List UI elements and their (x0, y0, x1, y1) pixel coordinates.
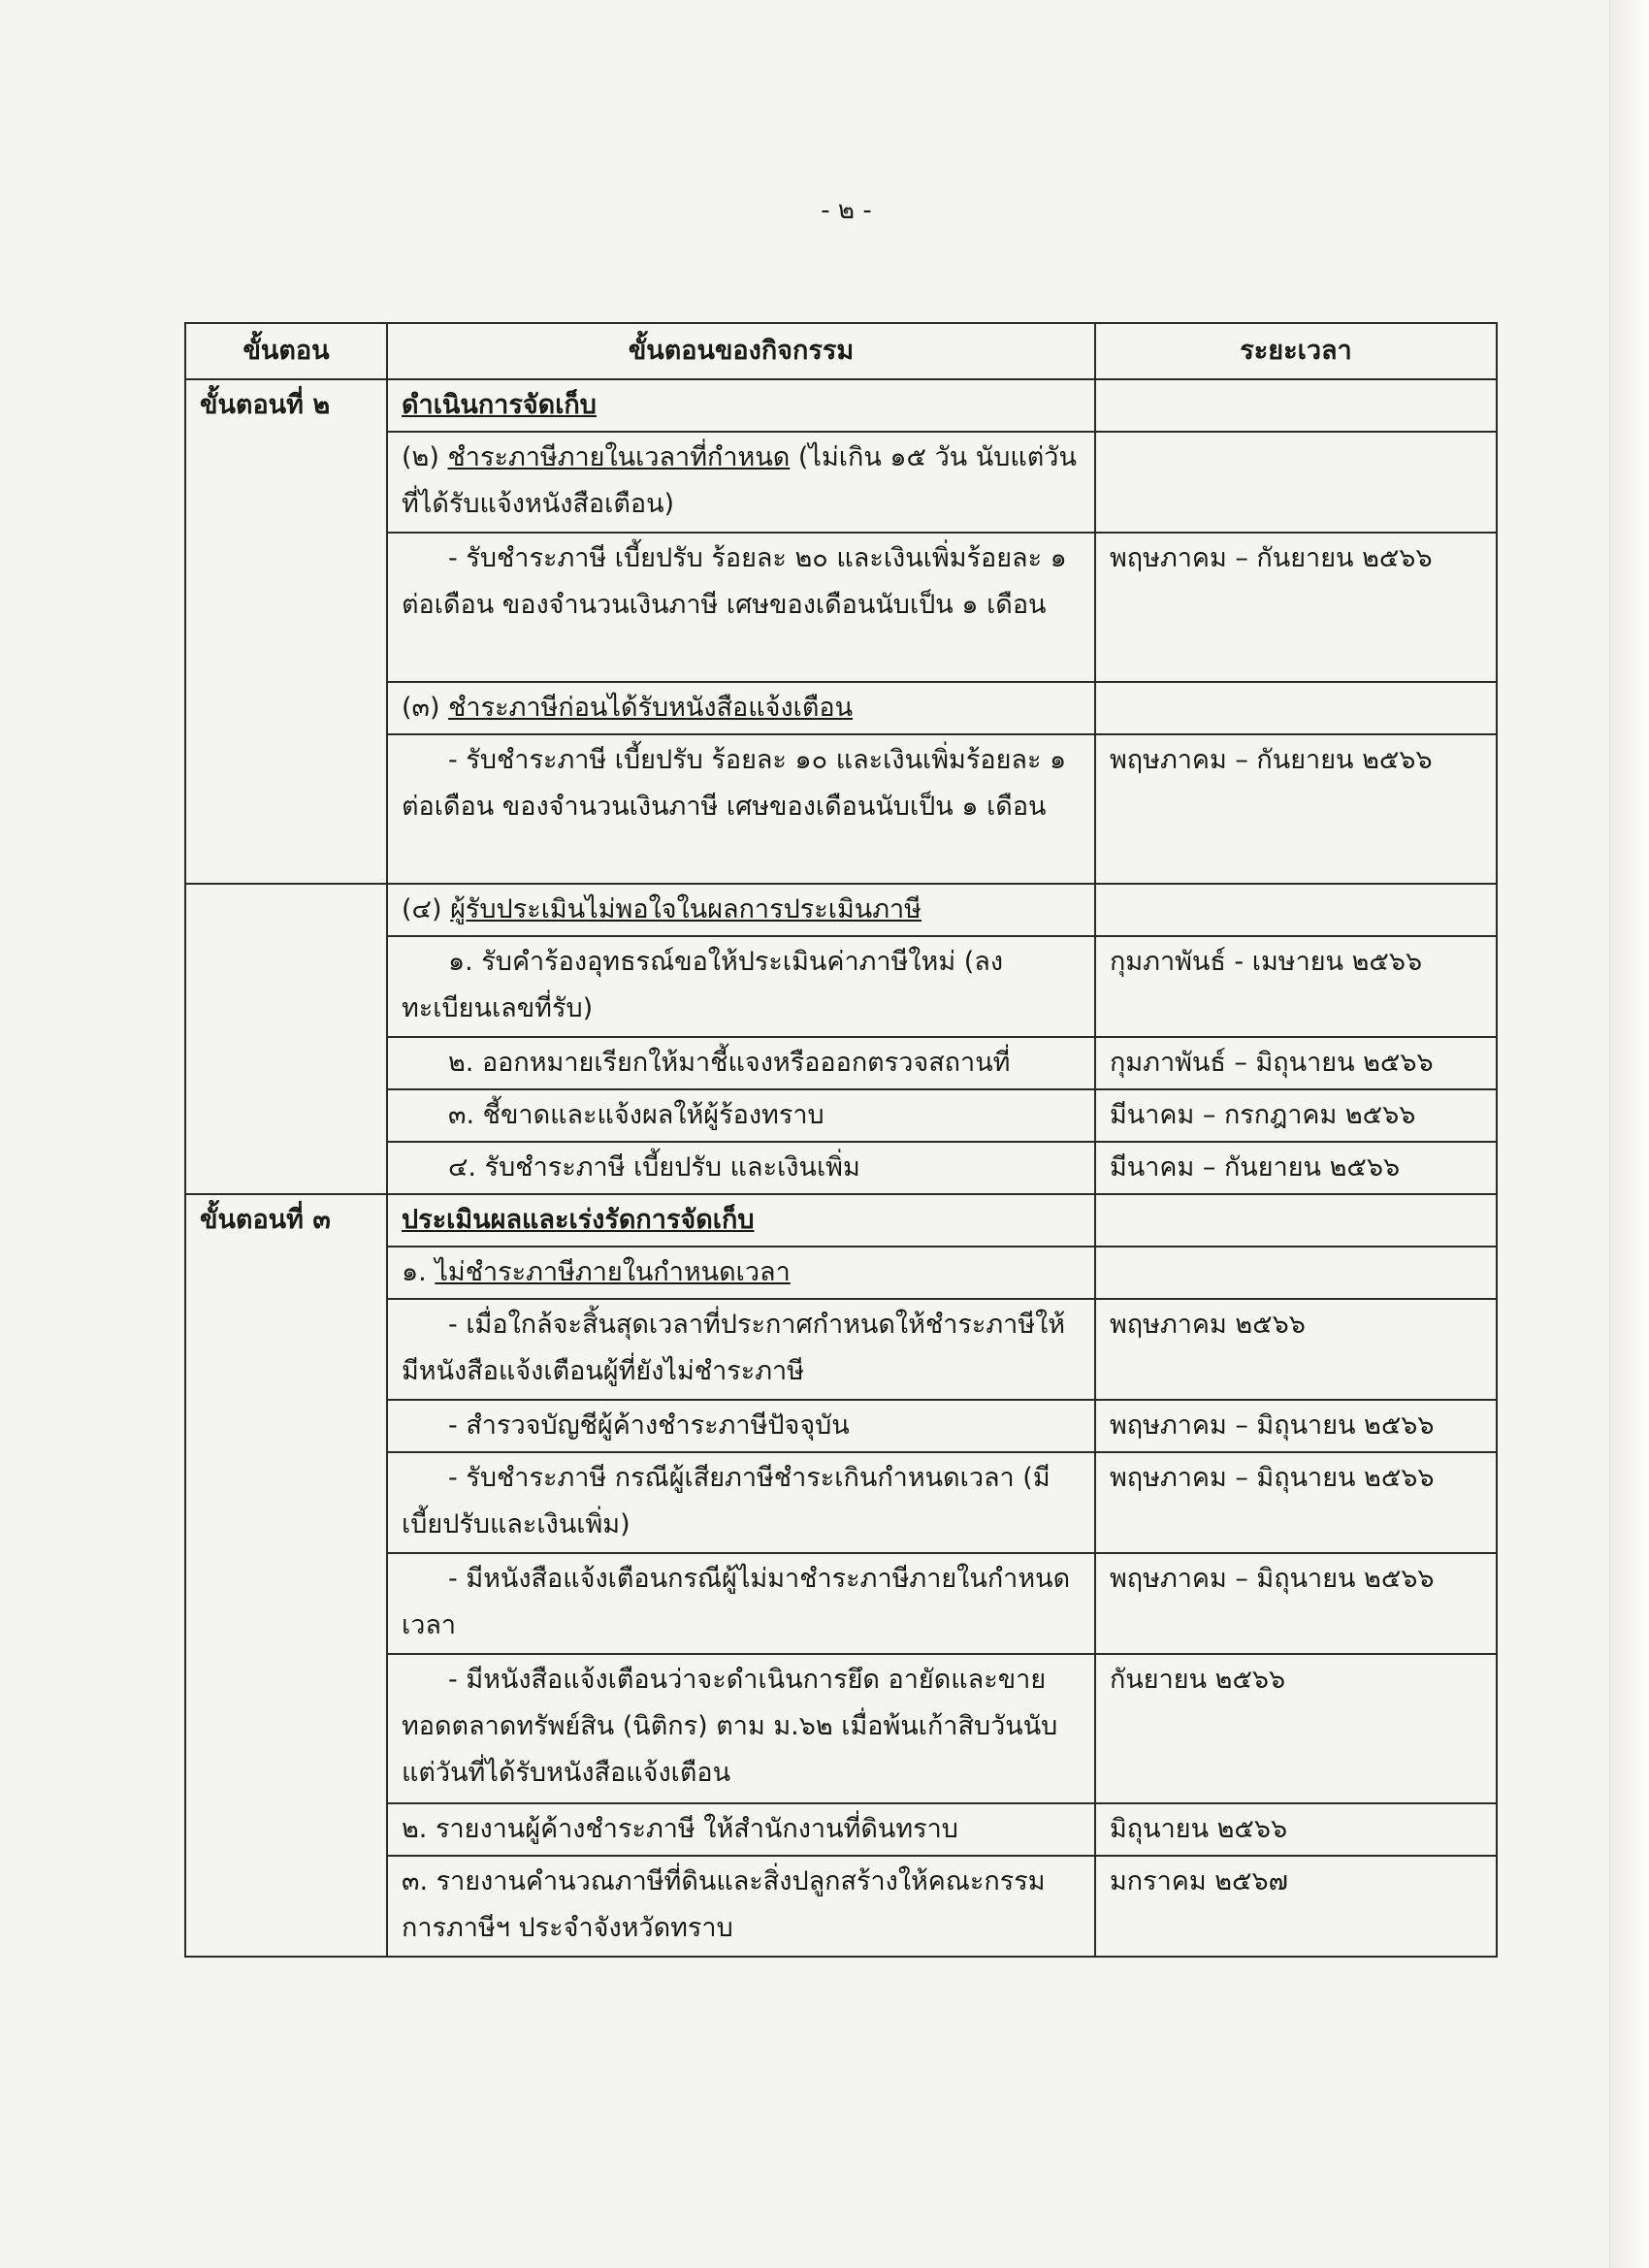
period-cell (1095, 1194, 1497, 1247)
section-heading-evaluation: ประเมินผลและเร่งรัดการจัดเก็บ (387, 1194, 1095, 1247)
period-cell (1095, 884, 1497, 936)
item-note: (ไม่เกิน ๑๕ วัน นับแต่วันที่ได้รับแจ้งหนังสือเตือน) (402, 442, 1077, 519)
table-row (185, 884, 1497, 936)
activity-text: ๒. ออกหมายเรียกให้มาชี้แจงหรือออกตรวจสถานที่ (448, 1048, 1011, 1078)
activity-text: ๔. รับชำระภาษี เบี้ยปรับ และเงินเพิ่ม (448, 1152, 860, 1183)
activity-cell (387, 432, 1095, 533)
activity-cell (387, 1037, 1095, 1089)
activity-cell (387, 1553, 1095, 1654)
item-heading: ไม่ชำระภาษีภายในกำหนดเวลา (435, 1257, 791, 1287)
page-number: - ๒ - (821, 196, 872, 225)
activity-cell (387, 682, 1095, 734)
period-cell: พฤษภาคม – กันยายน ๒๕๖๖ (1095, 734, 1497, 884)
period-cell: กันยายน ๒๕๖๖ (1095, 1654, 1497, 1803)
activity-cell (387, 884, 1095, 936)
activity-cell: ๓. รายงานคำนวณภาษีที่ดินและสิ่งปลูกสร้างให้คณะกรรมการภาษีฯ ประจำจังหวัดทราบ (387, 1856, 1095, 1957)
activity-cell (387, 1452, 1095, 1553)
step-2-label: ขั้นตอนที่ ๒ (185, 379, 387, 884)
item-heading: ผู้รับประเมินไม่พอใจในผลการประเมินภาษี (450, 894, 922, 924)
activity-cell (387, 533, 1095, 682)
period-cell: กุมภาพันธ์ – มิถุนายน ๒๕๖๖ (1095, 1037, 1497, 1089)
activity-cell (387, 1299, 1095, 1400)
item-heading: ชำระภาษีภายในเวลาที่กำหนด (447, 442, 791, 472)
table-row (185, 379, 1497, 432)
activity-text: ๓. ชี้ขาดและแจ้งผลให้ผู้ร้องทราบ (448, 1100, 824, 1130)
step-3-label: ขั้นตอนที่ ๓ (185, 1194, 387, 1957)
item-prefix: (๔) (402, 894, 451, 924)
header-step: ขั้นตอน (185, 323, 387, 379)
period-cell: มีนาคม – กันยายน ๒๕๖๖ (1095, 1142, 1497, 1194)
period-cell: มิถุนายน ๒๕๖๖ (1095, 1803, 1497, 1856)
period-cell (1095, 432, 1497, 533)
period-cell (1095, 682, 1497, 734)
item-heading: ชำระภาษีก่อนได้รับหนังสือแจ้งเตือน (448, 693, 854, 723)
period-cell: พฤษภาคม – กันยายน ๒๕๖๖ (1095, 533, 1497, 682)
item-prefix: ๑. (402, 1257, 436, 1287)
activity-cell (387, 1400, 1095, 1452)
table-header-row (185, 323, 1497, 379)
activity-cell (387, 1654, 1095, 1803)
header-activity: ขั้นตอนของกิจกรรม (387, 323, 1095, 379)
activity-text: - รับชำระภาษี กรณีผู้เสียภาษีชำระเกินกำหนดเวลา (มีเบี้ยปรับและเงินเพิ่ม) (402, 1463, 1051, 1539)
period-cell: พฤษภาคม – มิถุนายน ๒๕๖๖ (1095, 1553, 1497, 1654)
period-cell: มกราคม ๒๕๖๗ (1095, 1856, 1497, 1957)
activity-cell (387, 734, 1095, 884)
activity-cell (387, 1247, 1095, 1299)
activity-cell (387, 1142, 1095, 1194)
activity-text: - สำรวจบัญชีผู้ค้างชำระภาษีปัจจุบัน (448, 1410, 850, 1441)
period-cell: มีนาคม – กรกฎาคม ๒๕๖๖ (1095, 1089, 1497, 1142)
activity-text: - รับชำระภาษี เบี้ยปรับ ร้อยละ ๒๐ และเงินเพิ่มร้อยละ ๑ ต่อเดือน ของจำนวนเงินภาษี เศษของเดือนนับเป็น ๑ เดือน (402, 543, 1067, 620)
page-edge (1609, 0, 1649, 2268)
period-cell: พฤษภาคม ๒๕๖๖ (1095, 1299, 1497, 1400)
activity-cell (387, 1089, 1095, 1142)
step-blank-cell (185, 884, 387, 1194)
item-prefix: (๒) (402, 442, 448, 472)
period-cell (1095, 1247, 1497, 1299)
item-prefix: (๓) (402, 693, 449, 723)
activity-text: - เมื่อใกล้จะสิ้นสุดเวลาที่ประกาศกำหนดให้ชำระภาษีให้มีหนังสือแจ้งเตือนผู้ที่ยังไม่ชำระภาษี (402, 1310, 1066, 1386)
schedule-table (184, 322, 1498, 1958)
activity-cell: ๒. รายงานผู้ค้างชำระภาษี ให้สำนักงานที่ดินทราบ (387, 1803, 1095, 1856)
activity-text: - มีหนังสือแจ้งเตือนว่าจะดำเนินการยึด อายัดและขายทอดตลาดทรัพย์สิน (นิติกร) ตาม ม.๖๒ เมื่อพ้นเก้าสิบวันนับแต่วันที่ได้รับหนังสือแจ้งเตือน (402, 1665, 1058, 1788)
section-heading-collection: ดำเนินการจัดเก็บ (387, 379, 1095, 432)
period-cell (1095, 379, 1497, 432)
activity-cell (387, 936, 1095, 1037)
period-cell: พฤษภาคม – มิถุนายน ๒๕๖๖ (1095, 1452, 1497, 1553)
activity-text: - มีหนังสือแจ้งเตือนกรณีผู้ไม่มาชำระภาษีภายในกำหนดเวลา (402, 1564, 1071, 1640)
table-row (185, 1194, 1497, 1247)
activity-text: - รับชำระภาษี เบี้ยปรับ ร้อยละ ๑๐ และเงินเพิ่มร้อยละ ๑ ต่อเดือน ของจำนวนเงินภาษี เศษของเดือนนับเป็น ๑ เดือน (402, 745, 1067, 822)
activity-text: ๑. รับคำร้องอุทธรณ์ขอให้ประเมินค่าภาษีใหม่ (ลงทะเบียนเลขที่รับ) (402, 947, 1003, 1023)
period-cell: พฤษภาคม – มิถุนายน ๒๕๖๖ (1095, 1400, 1497, 1452)
header-period: ระยะเวลา (1095, 323, 1497, 379)
period-cell: กุมภาพันธ์ - เมษายน ๒๕๖๖ (1095, 936, 1497, 1037)
